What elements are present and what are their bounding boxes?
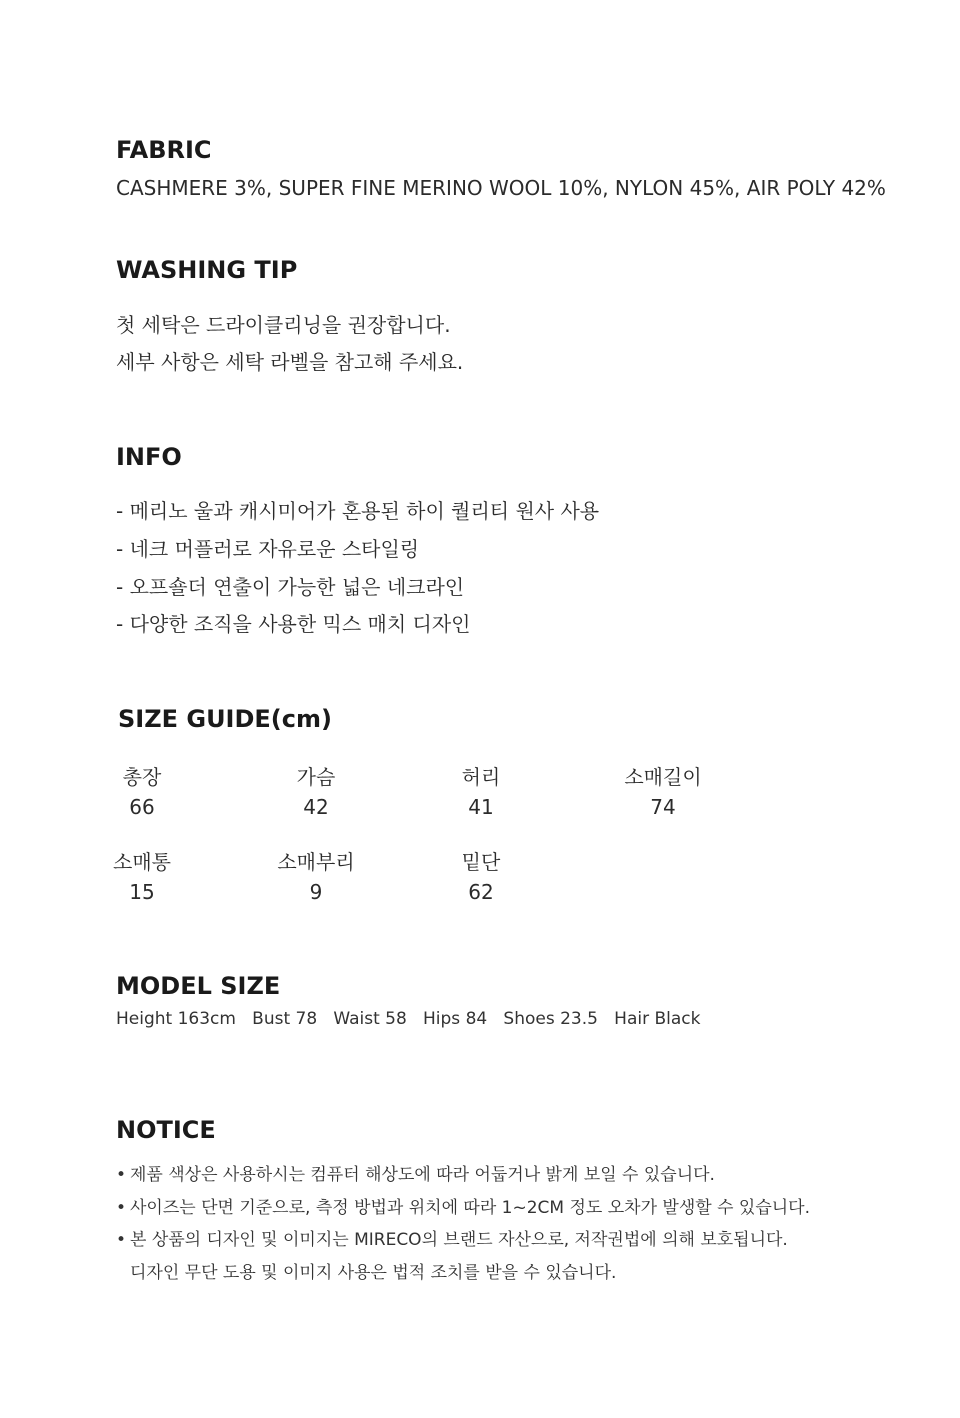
info-item: - 다양한 조직을 사용한 믹스 매치 디자인 <box>116 612 471 636</box>
washing-title: WASHING TIP <box>116 256 298 284</box>
model-size-text: Height 163cm Bust 78 Waist 58 Hips 84 Shoes 23.5 Hair Black <box>116 1009 701 1029</box>
notice-item <box>116 1193 810 1218</box>
size-label: 허리 <box>461 765 501 789</box>
size-label: 소매통 <box>113 850 171 874</box>
size-value: 9 <box>309 880 323 904</box>
notice-text: 본 상품의 디자인 및 이미지는 MIRECO의 브랜드 자산으로, 저작권법에 의해 보호됩니다. <box>130 1230 788 1250</box>
bullet-icon: • <box>116 1230 127 1250</box>
size-value: 41 <box>468 795 494 819</box>
bullet-icon: • <box>116 1198 127 1218</box>
size-label: 밑단 <box>461 850 501 874</box>
size-value: 66 <box>129 795 155 819</box>
fabric-title: FABRIC <box>116 136 212 164</box>
size-value: 62 <box>468 880 494 904</box>
notice-text: 제품 색상은 사용하시는 컴퓨터 해상도에 따라 어둡거나 밝게 보일 수 있습니다. <box>130 1165 715 1185</box>
notice-continuation: 디자인 무단 도용 및 이미지 사용은 법적 조치를 받을 수 있습니다. <box>130 1263 617 1283</box>
size-label: 소매길이 <box>624 765 702 789</box>
info-item: - 메리노 울과 캐시미어가 혼용된 하이 퀄리티 원사 사용 <box>116 499 600 523</box>
size-value: 74 <box>650 795 676 819</box>
notice-item <box>116 1225 788 1250</box>
size-guide-title: SIZE GUIDE(cm) <box>118 705 332 733</box>
info-item: - 네크 머플러로 자유로운 스타일링 <box>116 537 420 561</box>
size-label: 가슴 <box>296 765 336 789</box>
notice-title: NOTICE <box>116 1116 216 1144</box>
washing-line: 세부 사항은 세탁 라벨을 참고해 주세요. <box>116 350 464 374</box>
size-value: 15 <box>129 880 155 904</box>
size-label: 총장 <box>122 765 162 789</box>
bullet-icon: • <box>116 1165 127 1185</box>
info-title: INFO <box>116 443 182 471</box>
size-label: 소매부리 <box>277 850 355 874</box>
fabric-text: CASHMERE 3%, SUPER FINE MERINO WOOL 10%, NYLON 45%, AIR POLY 42% <box>116 176 886 200</box>
washing-line: 첫 세탁은 드라이클리닝을 권장합니다. <box>116 313 451 337</box>
model-size-title: MODEL SIZE <box>116 972 281 1000</box>
size-value: 42 <box>303 795 329 819</box>
info-item: - 오프숄더 연출이 가능한 넓은 네크라인 <box>116 575 465 599</box>
notice-item <box>116 1160 715 1185</box>
notice-text: 사이즈는 단면 기준으로, 측정 방법과 위치에 따라 1~2CM 정도 오차가 발생할 수 있습니다. <box>130 1198 810 1218</box>
